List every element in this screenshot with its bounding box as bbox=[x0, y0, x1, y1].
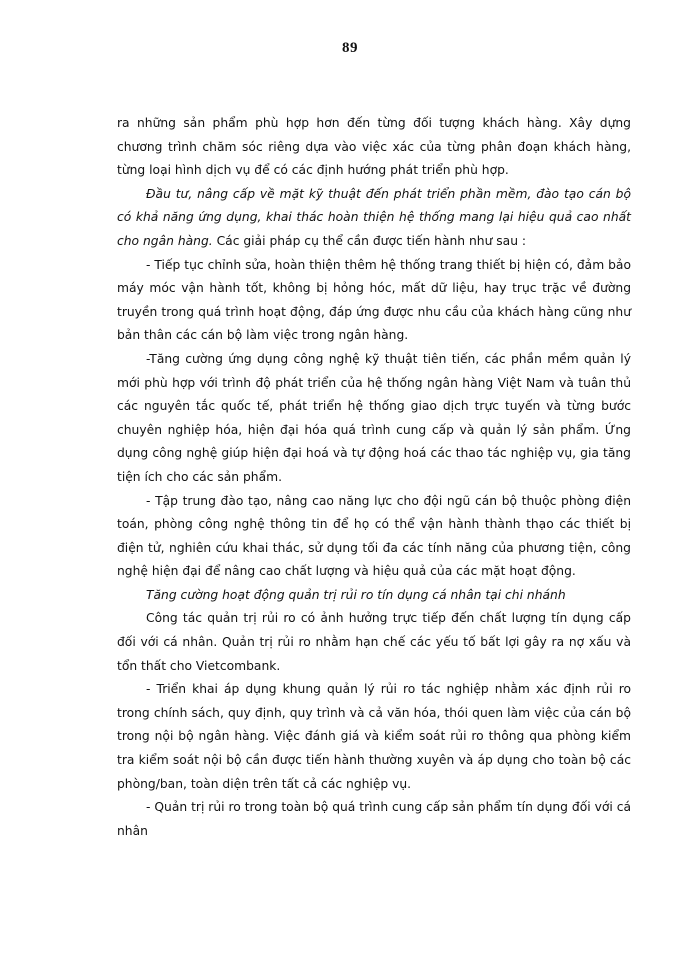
paragraph-risk-framework: - Triển khai áp dụng khung quản lý rủi ro tác nghiệp nhằm xác định rủi ro trong chính sách, quy định, quy trình và cả văn hóa, thói quen làm việc của cán bộ trong nội bộ ngân hàng. Việc đánh giá và kiểm soát rủi ro thông qua phòng kiểm tra kiểm soát nội bộ cần được tiến hành thường xuyên và áp dụng cho toàn bộ các phòng/ban, toàn diện trên tất cả các nghiệp vụ. bbox=[117, 682, 631, 791]
paragraph-risk-process: - Quản trị rủi ro trong toàn bộ quá trình cung cấp sản phẩm tín dụng đối với cá nhân bbox=[117, 800, 631, 838]
risk-management-heading: Tăng cường hoạt động quản trị rủi ro tín dụng cá nhân tại chi nhánh bbox=[146, 587, 566, 602]
tech-investment-intro: Các giải pháp cụ thể cần được tiến hành như sau : bbox=[212, 233, 527, 248]
page-number: 89 bbox=[342, 40, 358, 56]
paragraph-risk-overview: Công tác quản trị rủi ro có ảnh hưởng trực tiếp đến chất lượng tín dụng cấp đối với cá nhân. Quản trị rủi ro nhằm hạn chế các yếu tố bất lợi gây ra nợ xấu và tổn thất cho Vietcombank. bbox=[117, 611, 631, 673]
paragraph-tech-investment bbox=[117, 183, 631, 254]
paragraph-training: - Tập trung đào tạo, nâng cao năng lực cho đội ngũ cán bộ thuộc phòng điện toán, phòng công nghệ thông tin để họ có thể vận hành thành thạo các thiết bị điện tử, nghiên cứu khai thác, sử dụng tối đa các tính năng của phương tiện, công nghệ hiện đại để nâng cao chất lượng và hiệu quả của các mặt hoạt động. bbox=[117, 493, 631, 579]
body-text bbox=[117, 112, 631, 843]
paragraph-equipment: - Tiếp tục chỉnh sửa, hoàn thiện thêm hệ thống trang thiết bị hiện có, đảm bảo máy móc vận hành tốt, không bị hỏng hóc, mất dữ liệu, hay trục trặc về đường truyền trong quá trình hoạt động, đáp ứng được nhu cầu của khách hàng cũng như bản thân các cán bộ làm việc trong ngân hàng. bbox=[117, 257, 631, 343]
tech-investment-heading: Đầu tư, nâng cấp về mặt kỹ thuật đến phát triển phần mềm, đào tạo cán bộ có khả năng ứng dụng, khai thác hoàn thiện hệ thống mang lại hiệu quả cao nhất cho ngân hàng. bbox=[117, 186, 631, 248]
paragraph-continuation: ra những sản phẩm phù hợp hơn đến từng đối tượng khách hàng. Xây dựng chương trình chăm sóc riêng dựa vào việc xác của từng phân đoạn khách hàng, từng loại hình dịch vụ để có các định hướng phát triển phù hợp. bbox=[117, 116, 631, 178]
paragraph-technology: -Tăng cường ứng dụng công nghệ kỹ thuật tiên tiến, các phần mềm quản lý mới phù hợp với trình độ phát triển của hệ thống ngân hàng Việt Nam và tuân thủ các nguyên tắc quốc tế, phát triển hệ thống giao dịch trực tuyến và từng bước chuyên nghiệp hóa, hiện đại hóa quá trình cung cấp và quản lý sản phẩm. Ứng dụng công nghệ giúp hiện đại hoá và tự động hoá các thao tác nghiệp vụ, gia tăng tiện ích cho các sản phẩm. bbox=[117, 351, 631, 484]
